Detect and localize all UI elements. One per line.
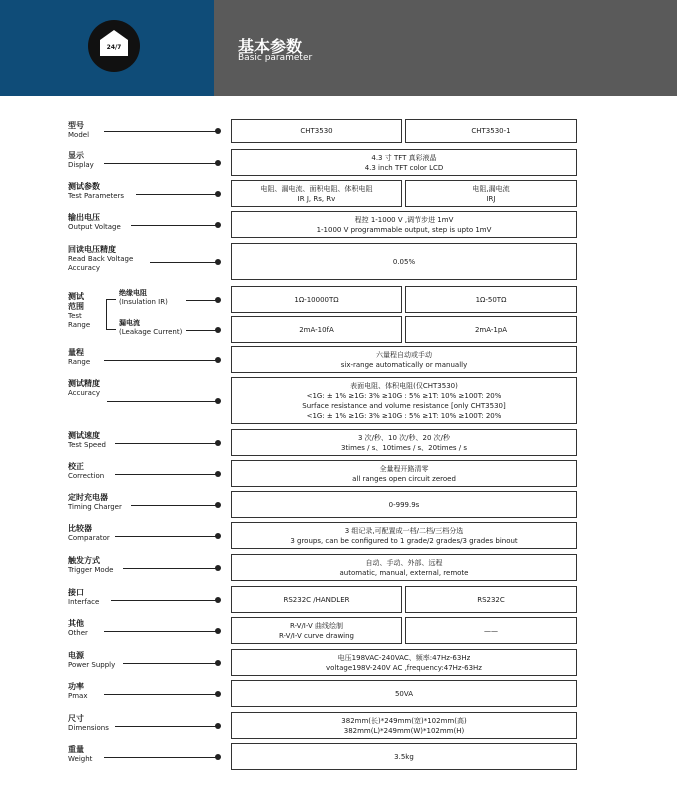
cell-text: [317, 215, 492, 235]
leader-line: [186, 300, 218, 301]
leader-dot: [215, 398, 221, 404]
cell-line: 电阻,漏电流: [472, 184, 510, 193]
spec-cell: [231, 346, 577, 373]
leader-dot: [215, 259, 221, 265]
spec-label-en: Display: [68, 161, 94, 169]
spec-label-en: Correction: [68, 472, 105, 480]
leader-line: [107, 401, 218, 402]
spec-cell: [231, 377, 577, 424]
spec-label-en: Pmax: [68, 692, 88, 700]
cell-line: automatic, manual, external, remote: [339, 568, 469, 577]
spec-label: [68, 151, 94, 170]
spec-label: [68, 182, 124, 201]
cell-line: voltage198V-240V AC ,frequency:47Hz-63Hz: [326, 663, 482, 672]
page-subtitle: Basic parameter: [238, 53, 313, 63]
cell-line: CHT3530-1: [471, 127, 511, 135]
cell-line: six-range automatically or manually: [340, 360, 468, 369]
cell-text: [341, 716, 466, 736]
spec-cell: [231, 491, 577, 518]
spec-label: [68, 588, 99, 607]
spec-label: [68, 462, 104, 481]
sub-label-cn: 绝缘电阻: [119, 289, 147, 297]
test-range-cell: [405, 316, 577, 343]
cell-line: 1Ω-50TΩ: [475, 295, 507, 304]
spec-cell: [405, 119, 577, 143]
cell-line: 4.3 寸 TFT 真彩液晶: [371, 153, 437, 162]
cell-line: 382mm(长)*249mm(宽)*102mm(高): [341, 716, 467, 725]
spec-label-en: Accuracy: [68, 264, 100, 272]
leader-line: [104, 131, 218, 132]
spec-label-en: Comparator: [68, 534, 110, 542]
spec-label-cn: 功率: [68, 682, 84, 691]
leader-dot: [215, 128, 221, 134]
leader-dot: [215, 471, 221, 477]
spec-cell: [231, 149, 577, 176]
cell-text: [394, 752, 414, 762]
spec-label: [68, 619, 88, 638]
cell-line: 3 次/秒、10 次/秒、20 次/秒: [357, 433, 451, 442]
spec-label-en: Dimensions: [68, 724, 109, 732]
spec-cell: [405, 586, 577, 613]
spec-label-cn: 量程: [68, 348, 84, 357]
test-range-sub-label: [119, 289, 168, 307]
spec-label-en: Test Parameters: [68, 192, 125, 200]
group-bracket: [106, 299, 107, 329]
spec-label: [68, 556, 113, 575]
cell-line: IRJ: [486, 194, 496, 203]
spec-label-cn: 显示: [68, 151, 84, 160]
cell-line: 4.3 inch TFT color LCD: [364, 163, 444, 172]
leader-dot: [215, 723, 221, 729]
cell-line: ——: [484, 626, 498, 635]
test-range-cell: [231, 316, 402, 343]
spec-label-cn: 输出电压: [68, 213, 100, 222]
spec-label-cn: 校正: [68, 462, 84, 471]
spec-cell: [231, 211, 577, 238]
spec-cell: [231, 743, 577, 770]
cell-text: [393, 257, 415, 267]
spec-label: [68, 493, 122, 512]
cell-line: 电压198VAC-240VAC、频率:47Hz-63Hz: [337, 653, 471, 662]
leader-line: [123, 663, 218, 664]
cell-text: [395, 689, 413, 699]
group-label-cn: 范围: [68, 302, 84, 311]
group-label-en: Test: [68, 312, 82, 320]
cell-line: 0.05%: [392, 257, 416, 266]
spec-label: [68, 431, 106, 450]
leader-line: [115, 536, 218, 537]
spec-label: [68, 379, 100, 398]
spec-label-en: Other: [68, 629, 88, 637]
page-title: 基本参数: [238, 37, 303, 56]
leader-line: [136, 194, 219, 195]
spec-label-en: Interface: [68, 598, 100, 606]
spec-label-en: Range: [68, 358, 91, 366]
spec-label-en: Output Voltage: [68, 223, 121, 231]
leader-line: [150, 262, 218, 263]
leader-line: [111, 600, 218, 601]
cell-line: 2mA-1pA: [474, 325, 508, 334]
cell-line: R-V/I-V 曲线绘制: [289, 621, 344, 630]
leader-dot: [215, 691, 221, 697]
spec-cell: [231, 522, 577, 549]
cell-line: RS232C /HANDLER: [283, 595, 350, 604]
spec-label-en: Accuracy: [68, 389, 100, 397]
spec-cell: [231, 243, 577, 280]
cell-line: CHT3530: [300, 127, 333, 135]
spec-label-en: Read Back Voltage: [68, 255, 134, 263]
cell-text: [261, 184, 373, 204]
cell-line: 表面电阻、体积电阻(仅CHT3530): [350, 381, 458, 390]
badge-text: 24/7: [106, 44, 122, 51]
leader-dot: [215, 327, 221, 333]
spec-cell: [231, 554, 577, 581]
spec-label-cn: 测试速度: [68, 431, 100, 440]
house-icon: [96, 30, 132, 58]
sub-label-en: (Insulation IR): [119, 298, 168, 306]
cell-line: 程控 1-1000 V ,调节步进 1mV: [354, 215, 454, 224]
spec-cell: [231, 180, 402, 207]
cell-line: 全量程开路清零: [379, 464, 429, 473]
spec-label-en: Trigger Mode: [68, 566, 114, 574]
spec-label-cn: 电源: [68, 651, 84, 660]
leader-dot: [215, 440, 221, 446]
leader-dot: [215, 754, 221, 760]
cell-text: [340, 558, 469, 578]
spec-label: [68, 682, 87, 701]
cell-line: 3times / s、10times / s、20times / s: [340, 443, 468, 452]
cell-text: [472, 184, 509, 204]
spec-cell: [231, 586, 402, 613]
leader-dot: [215, 222, 221, 228]
cell-text: [477, 595, 505, 605]
cell-line: 1-1000 V programmable output, step is upto 1mV: [316, 225, 492, 234]
cell-line: <1G: ± 1% ≥1G: 3% ≥10G : 5% ≥1T: 10% ≥100T: 20%: [306, 411, 502, 420]
test-range-cell: [231, 286, 402, 313]
cell-text: [294, 295, 338, 305]
spec-label-en: Model: [68, 131, 90, 139]
cell-line: 2mA-10fA: [299, 325, 334, 334]
spec-cell: [231, 119, 402, 143]
group-stub: [106, 329, 116, 330]
leader-line: [186, 330, 218, 331]
cell-line: 3 groups, can be configured to 1 grade/2 grades/3 grades binout: [290, 536, 518, 545]
leader-dot: [215, 160, 221, 166]
cell-text: [471, 126, 510, 136]
cell-text: [302, 381, 505, 421]
cell-line: <1G: ± 1% ≥1G: 3% ≥10G : 5% ≥1T: 10% ≥100T: 20%: [306, 391, 502, 400]
leader-line: [104, 360, 218, 361]
spec-label-cn: 比较器: [68, 524, 92, 533]
leader-line: [131, 225, 218, 226]
leader-dot: [215, 191, 221, 197]
cell-text: [326, 653, 482, 673]
spec-label-cn: 测试精度: [68, 379, 100, 388]
leader-line: [115, 474, 218, 475]
spec-label-cn: 尺寸: [68, 714, 84, 723]
spec-cell: [231, 680, 577, 707]
leader-dot: [215, 565, 221, 571]
leader-dot: [215, 502, 221, 508]
test-range-sub-label: [119, 319, 182, 337]
leader-line: [104, 163, 218, 164]
cell-text: [476, 295, 507, 305]
group-label-en: Range: [68, 321, 91, 329]
leader-dot: [215, 597, 221, 603]
leader-dot: [215, 533, 221, 539]
spec-label: [68, 213, 121, 232]
spec-label: [68, 651, 115, 670]
leader-dot: [215, 297, 221, 303]
cell-text: [365, 153, 444, 173]
spec-label-cn: 接口: [68, 588, 84, 597]
service-24-7-badge: [88, 20, 140, 72]
cell-line: Surface resistance and volume resistance [only CHT3530]: [302, 401, 506, 410]
cell-text: [283, 595, 349, 605]
leader-line: [104, 757, 218, 758]
cell-text: [299, 325, 334, 335]
spec-label-cn: 回读电压精度: [68, 245, 116, 254]
spec-cell: [231, 649, 577, 676]
leader-line: [115, 726, 218, 727]
cell-text: [352, 464, 456, 484]
spec-label-cn: 型号: [68, 121, 84, 130]
cell-line: IR J, Rs, Rv: [297, 194, 336, 203]
cell-line: 六量程自动或手动: [375, 350, 432, 359]
spec-cell: [231, 712, 577, 739]
spec-label-cn: 测试参数: [68, 182, 100, 191]
spec-label-cn: 重量: [68, 745, 84, 754]
cell-text: [279, 621, 354, 641]
group-label-cn: 测试: [68, 292, 84, 301]
spec-label-en: Timing Charger: [68, 503, 122, 511]
cell-text: [389, 500, 420, 510]
spec-label: [68, 524, 110, 543]
header-left-panel: [0, 0, 214, 96]
leader-line: [131, 505, 218, 506]
cell-text: [475, 325, 507, 335]
cell-line: RS232C: [477, 595, 505, 604]
spec-label-cn: 触发方式: [68, 556, 100, 565]
cell-line: 0-999.9s: [388, 500, 420, 509]
spec-label: [68, 348, 90, 367]
spec-cell: [231, 460, 577, 487]
sub-label-en: (Leakage Current): [119, 328, 183, 336]
spec-label: [68, 245, 133, 273]
sub-label-cn: 漏电流: [119, 319, 140, 327]
leader-line: [123, 568, 218, 569]
test-range-label: [68, 292, 90, 330]
cell-line: 自动、手动、外部、远程: [365, 558, 443, 567]
cell-text: [484, 626, 498, 636]
cell-line: 50VA: [394, 689, 414, 698]
spec-label-en: Weight: [68, 755, 93, 763]
spec-label: [68, 121, 89, 140]
spec-label-en: Test Speed: [68, 441, 106, 449]
leader-line: [104, 631, 218, 632]
cell-text: [290, 526, 517, 546]
cell-text: [341, 350, 467, 370]
spec-label: [68, 714, 109, 733]
cell-line: 电阻、漏电流、面积电阻、体积电阻: [260, 184, 373, 193]
test-range-cell: [405, 286, 577, 313]
spec-label-cn: 其他: [68, 619, 84, 628]
cell-line: 382mm(L)*249mm(W)*102mm(H): [343, 726, 465, 735]
cell-line: 3.5kg: [394, 752, 414, 761]
spec-label-en: Power Supply: [68, 661, 116, 669]
cell-line: all ranges open circuit zeroed: [352, 474, 456, 483]
cell-line: 1Ω-10000TΩ: [294, 295, 339, 304]
leader-dot: [215, 660, 221, 666]
cell-line: R-V/I-V curve drawing: [278, 631, 355, 640]
cell-text: [341, 433, 467, 453]
spec-cell: [405, 180, 577, 207]
leader-line: [115, 443, 218, 444]
leader-dot: [215, 628, 221, 634]
group-stub: [106, 299, 116, 300]
leader-dot: [215, 357, 221, 363]
leader-line: [104, 694, 218, 695]
spec-label: [68, 745, 92, 764]
spec-label-cn: 定时充电器: [68, 493, 108, 502]
spec-cell: [231, 617, 402, 644]
cell-line: 3 组记录,可配置成一档/二档/三档分选: [344, 526, 464, 535]
spec-cell: [405, 617, 577, 644]
spec-cell: [231, 429, 577, 456]
cell-text: [300, 126, 332, 136]
